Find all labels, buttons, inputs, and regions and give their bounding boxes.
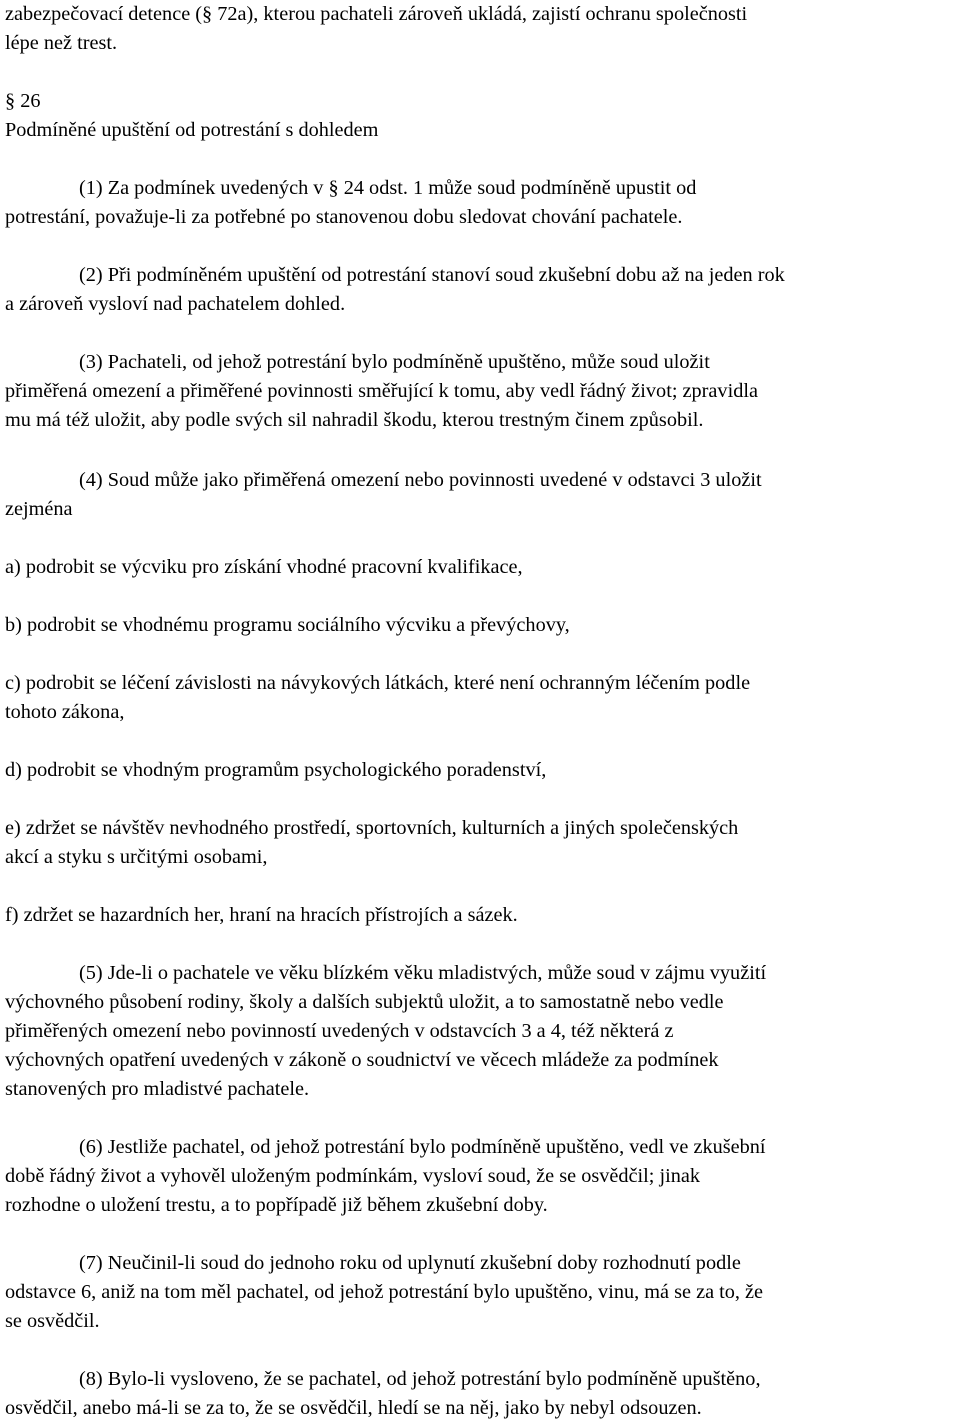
paragraph-8-line-1: (8) Bylo-li vysloveno, že se pachatel, od jehož potrestání bylo podmíněně upuštěno, [79,1368,761,1390]
list-item-e-line-2: akcí a styku s určitými osobami, [5,846,268,868]
paragraph-3-line-1: (3) Pachateli, od jehož potrestání bylo podmíněně upuštěno, může soud uložit [79,351,710,373]
paragraph-1-line-2: potrestání, považuje-li za potřebné po stanovenou dobu sledovat chování pachatele. [5,206,683,228]
list-item-f: f) zdržet se hazardních her, hraní na hracích přístrojích a sázek. [5,904,518,926]
paragraph-2-line-1: (2) Při podmíněném upuštění od potrestání stanoví soud zkušební dobu až na jeden rok [79,264,785,286]
list-item-c-line-2: tohoto zákona, [5,701,125,723]
paragraph-3-line-2: přiměřená omezení a přiměřené povinnosti směřující k tomu, aby vedl řádný život; zpravidla [5,380,758,402]
paragraph-5-line-5: stanovených pro mladistvé pachatele. [5,1078,310,1100]
paragraph-7-line-2: odstavce 6, aniž na tom měl pachatel, od jehož potrestání bylo upuštěno, vinu, má se za to, že [5,1281,764,1303]
paragraph-1-line-1: (1) Za podmínek uvedených v § 24 odst. 1 může soud podmíněně upustit od [79,177,697,199]
section-number-value: 26 [20,90,41,112]
paragraph-4-line-2: zejména [5,498,73,520]
list-item-d: d) podrobit se vhodným programům psychologického poradenství, [5,759,547,781]
paragraph-8-line-2: osvědčil, anebo má-li se za to, že se osvědčil, hledí se na něj, jako by nebyl odsouzen. [5,1397,702,1419]
list-item-a: a) podrobit se výcviku pro získání vhodné pracovní kvalifikace, [5,556,523,578]
paragraph-7-line-3: se osvědčil. [5,1310,100,1332]
paragraph-3-line-3: mu má též uložit, aby podle svých sil nahradil škodu, kterou trestným činem způsobil. [5,409,704,431]
list-item-e-line-1: e) zdržet se návštěv nevhodného prostředí, sportovních, kulturních a jiných společenských [5,817,739,839]
paragraph-5-line-3: přiměřených omezení nebo povinností uvedených v odstavcích 3 a 4, též některá z [5,1020,674,1042]
paragraph-5-line-4: výchovných opatření uvedených v zákoně o soudnictví ve věcech mládeže za podmínek [5,1049,719,1071]
paragraph-6-line-3: rozhodne o uložení trestu, a to popřípadě již během zkušební doby. [5,1194,548,1216]
section-symbol: § [5,90,16,112]
section-number [5,87,41,116]
list-item-b: b) podrobit se vhodnému programu sociálního výcviku a převýchovy, [5,614,570,636]
paragraph-5-line-2: výchovného působení rodiny, školy a dalších subjektů uložit, a to samostatně nebo vedle [5,991,724,1013]
list-item-c-line-1: c) podrobit se léčení závislosti na návykových látkách, které není ochranným léčením podle [5,672,751,694]
paragraph-6-line-1: (6) Jestliže pachatel, od jehož potrestání bylo podmíněně upuštěno, vedl ve zkušební [79,1136,766,1158]
paragraph-5-line-1: (5) Jde-li o pachatele ve věku blízkém věku mladistvých, může soud v zájmu využití [79,962,767,984]
intro-line-1: zabezpečovací detence (§ 72a), kterou pachateli zároveň ukládá, zajistí ochranu společnosti [5,3,748,25]
section-title: Podmíněné upuštění od potrestání s dohledem [5,119,379,141]
intro-line-2: lépe než trest. [5,32,118,54]
paragraph-2-line-2: a zároveň vysloví nad pachatelem dohled. [5,293,346,315]
paragraph-6-line-2: době řádný život a vyhověl uloženým podmínkám, vysloví soud, že se osvědčil; jinak [5,1165,701,1187]
paragraph-4-line-1: (4) Soud může jako přiměřená omezení nebo povinnosti uvedené v odstavci 3 uložit [79,469,762,491]
paragraph-7-line-1: (7) Neučinil-li soud do jednoho roku od uplynutí zkušební doby rozhodnutí podle [79,1252,741,1274]
